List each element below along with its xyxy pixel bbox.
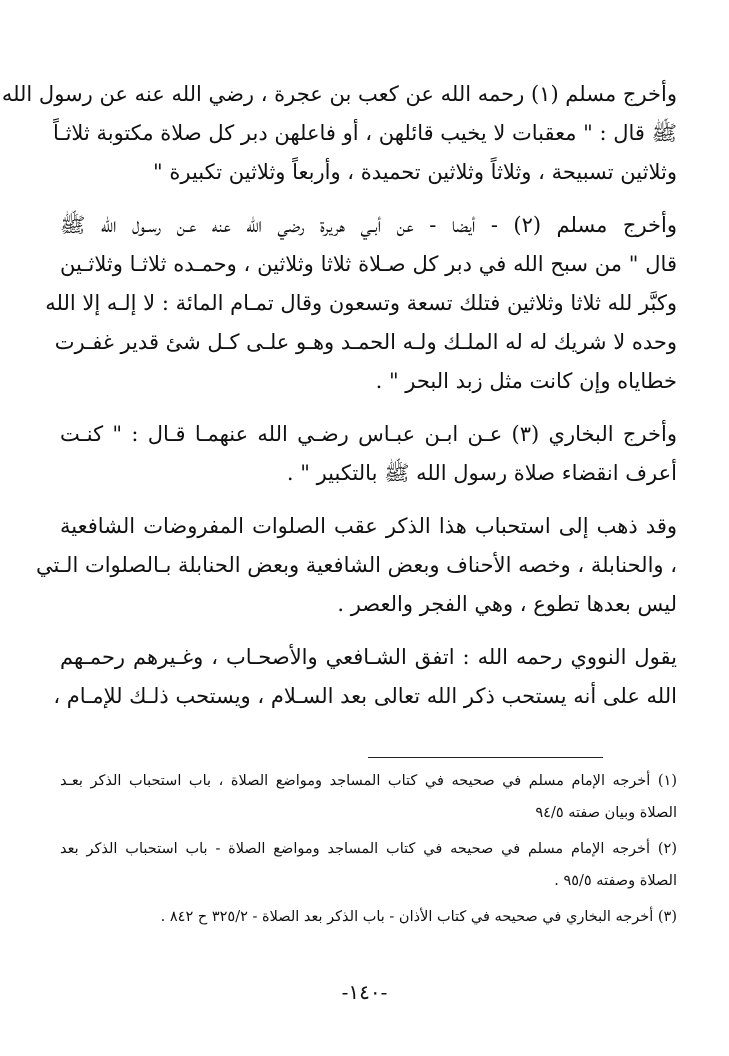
footnotes [60,765,677,937]
main-text [1,75,678,730]
footnote-line: (٢) أخرجه الإمام مسلم في صحيحه في كتاب المساجد ومواضع الصلاة - باب استحباب الذكر بعد [60,841,677,857]
text-line: يقول النووي رحمه الله : اتفق الشـافعي والأصحـاب ، وغـيرهم رحمـهم [60,645,677,669]
text-line: ليس بعدها تطوع ، وهي الفجر والعصر . [337,592,677,616]
paragraph-1 [1,75,677,192]
text-line: قال " من سبح الله في دبر كل صـلاة ثلاثا وثلاثين ، وحمـده ثلاثـا وثلاثـين [60,252,677,276]
text-line: وكبَّر لله ثلاثا وثلاثين فتلك تسعة وتسعون وقال تمـام المائة : لا إلـه إلا الله [45,291,677,315]
footnote-line: (١) أخرجه الإمام مسلم في صحيحه في كتاب المساجد ومواضع الصلاة ، باب استحباب الذكر بعـد [60,773,677,789]
text-line: وثلاثين تسبيحة ، وثلاثاً وثلاثين تحميدة ، وأربعاً وثلاثين تكبيرة " [153,160,677,184]
paragraph-2 [45,206,677,401]
text-line: الله على أنه يستحب ذكر الله تعالى بعد السـلام ، ويستحب ذلـك للإمـام ، [53,684,677,708]
text-line: ﷺ قال : " معقبات لا يخيب قائلهن ، أو فاعلهن دبر كل صلاة مكتوبة ثلاثـاً [53,121,677,145]
footnote-line: الصلاة وبيان صفته ٩٤/٥ [535,805,677,821]
text-line: وحده لا شريك له له الملـك ولـه الحمـد وهـو علـى كـل شئ قدير غفـرت [54,330,677,354]
text-line: ، والحنابلة ، وخصه الأحناف وبعض الشافعية وبعض الحنابلة بـالصلوات الـتي [36,553,677,577]
paragraph-3 [60,415,677,493]
paragraph-5 [53,638,677,716]
text-line: وقد ذهب إلى استحباب هذا الذكر عقب الصلوات المفروضات الشافعية [60,514,677,538]
page-number: -١٤٠- [341,980,388,1004]
footnote-3 [60,901,677,933]
text-line: وأخرج مسلم (١) رحمه الله عن كعب بن عجرة ، رضي الله عنه عن رسول الله [1,82,677,106]
paragraph-4 [36,507,677,624]
footnote-1 [60,765,677,829]
text-line: وأخرج البخاري (٣) عـن ابـن عبـاس رضـي الله عنهمـا قـال : " كنـت [60,422,678,446]
footnote-line: (٣) أخرجه البخاري في صحيحه في كتاب الأذان - باب الذكر بعد الصلاة - ٣٢٥/٢ ح ٨٤٢ . [160,909,677,925]
text-line: أعرف انقضاء صلاة رسول الله ﷺ بالتكبير " . [286,461,677,485]
text-line: وأخرج مسلم (٢) - أيضا - عن أبـي هريرة رضي الله عنه عـن رسـول الله ﷺ [60,213,677,237]
footnote-2 [60,833,677,897]
footnote-line: الصلاة وصفته ٩٥/٥ . [554,873,677,889]
text-line: خطاياه وإن كانت مثل زبد البحر " . [375,369,677,393]
footnote-divider [368,757,603,758]
